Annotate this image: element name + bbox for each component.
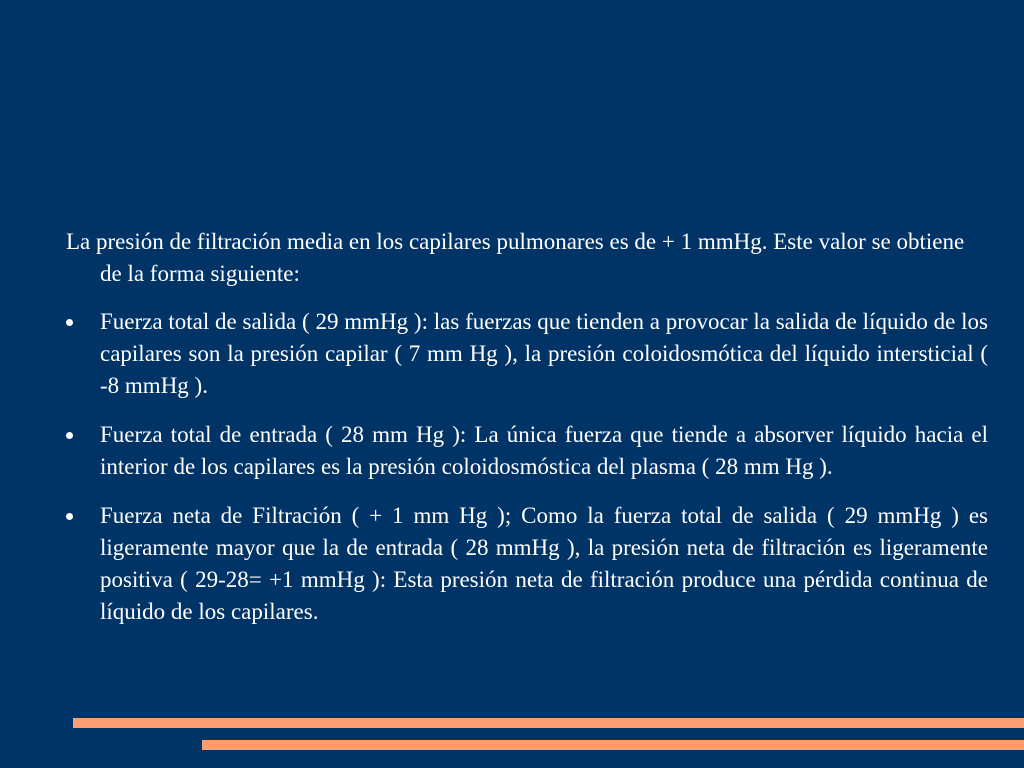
slide-content <box>66 226 988 645</box>
bullet-list <box>66 306 988 628</box>
bullet-text-salida: Fuerza total de salida ( 29 mmHg ): las fuerzas que tienden a provocar la salida de líquido de los capilares son la presión capilar ( 7 mm Hg ), la presión coloidosmótica del líquido intersticial ( -8 mmHg ). <box>100 309 988 398</box>
bullet-item-entrada <box>66 419 988 483</box>
decorative-bar-top <box>73 718 1024 728</box>
intro-paragraph: La presión de filtración media en los capilares pulmonares es de + 1 mmHg. Este valor se obtiene de la forma siguiente: <box>66 229 965 286</box>
bullet-dot-icon <box>66 513 73 520</box>
bullet-text-entrada: Fuerza total de entrada ( 28 mm Hg ): La única fuerza que tiende a absorver líquido hacia el interior de los capilares es la presión coloidosmóstica del plasma ( 28 mm Hg ). <box>100 422 988 479</box>
bullet-item-salida <box>66 306 988 402</box>
decorative-bar-bottom <box>202 740 1024 750</box>
bullet-item-neta <box>66 500 988 628</box>
bullet-dot-icon <box>66 319 73 326</box>
bullet-text-neta: Fuerza neta de Filtración ( + 1 mm Hg ); Como la fuerza total de salida ( 29 mmHg ) es ligeramente mayor que la de entrada ( 28 mmHg ), la presión neta de filtración es ligeramente positiva ( 29-28= +1 mmHg ): Esta presión neta de filtración produce una pérdida continua de líquido de los capilares. <box>100 503 988 624</box>
bullet-dot-icon <box>66 432 73 439</box>
